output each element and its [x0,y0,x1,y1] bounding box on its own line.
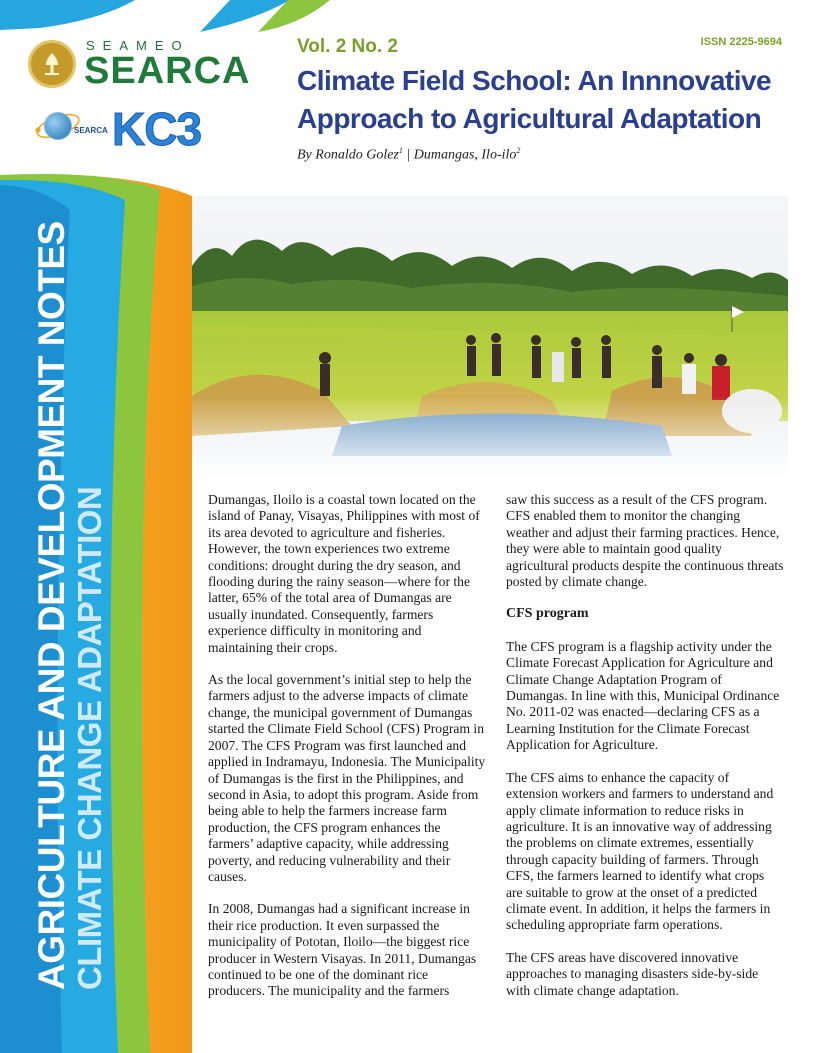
section-heading: CFS program [506,606,589,622]
kc3-logo [34,104,204,156]
volume-issue: Vol. 2 No. 2 [297,36,399,57]
issn: ISSN 2225-9694 [700,36,782,48]
page-title: Climate Field School: An Innnovative Approach to Agricultural Adaptation [297,65,772,134]
paragraph: In 2008, Dumangas had a significant increase in their rice production. It even surpassed the municipality of Pototan, Iloilo—the biggest rice producer in Western Visayas. In 2011, Dumangas continued to be one of the dominant rice producers. The municipality and the farmers [208,901,477,999]
paragraph: The CFS aims to enhance the capacity of extension workers and farmers to understand and apply climate information to reduce risks in agriculture. It is an innovative way of addressing the problems on climate extremes, essentially through capacity building of farmers. Through CFS, the farmers learned to identify what crops are suitable to grow at the onset of a predicted climate event. In addition, it helps the farmers in scheduling appropriate farm operations. [506,769,774,933]
byline [297,146,520,164]
body-column-right [506,492,784,1015]
searca-logo [28,36,251,96]
paragraph: As the local government’s initial step to help the farmers adjust to the adverse impacts of climate change, the municipal government of Dumangas started the Climate Field School (CFS) Program in 2007. The CFS Program was first launched and applied in Indramayu, Indonesia. The Municipality of Dumangas is the first in the Philippines, and second in Asia, to adopt this program. Aside from being able to help the farmers increase farm production, the CFS program enhances the farmers’ adaptive capacity, while addressing poverty, and reducing vulnerability and their causes. [208,672,486,884]
byline-sup-1: 1 [398,146,403,155]
searca-seal-icon [28,40,76,88]
paragraph: Dumangas, Iloilo is a coastal town located on the island of Panay, Visayas, Philippines with most of its area devoted to agriculture and fisheries. However, the town experiences two extreme conditions: drought during the dry season, and flooding during the rainy season—where for the latter, 65% of the total area of Dumangas are usually inundated. Consequently, farmers experience difficulty in monitoring and maintaining their crops. [208,492,480,655]
searca-label: SEARCA [84,50,251,92]
paragraph: The CFS areas have discovered innovative approaches to managing disasters side-by-side with climate change adaptation. [506,949,759,998]
kc3-label: KC3 [112,103,202,155]
byline-sup-2: 2 [516,146,521,155]
series-title [31,221,112,990]
body-column-left [208,492,486,1016]
series-line-2: CLIMATE CHANGE ADAPTATION [71,486,108,990]
byline-author: By Ronaldo Golez [297,147,399,163]
paragraph: saw this success as a result of the CFS program. CFS enabled them to monitor the changing weather and adjust their farming practices. Hence, they were able to maintain good quality agricultural products despite the continuous threats posted by climate change. [506,492,784,590]
kc3-searca-label: SEARCA [74,126,108,135]
paragraph: The CFS program is a flagship activity under the Climate Forecast Application for Agriculture and Climate Change Adaptation Program of Dumangas. In line with this, Municipal Ordinance No. 2011-02 was enacted—declaring CFS as a Learning Institution for the Climate Forecast Application for Agriculture. [506,638,780,753]
byline-location: | Dumangas, Ilo-ilo [402,147,517,163]
seameo-label: SEAMEO [86,38,190,53]
rice-field-photo [192,196,788,480]
globe-icon [44,112,72,140]
series-line-1: AGRICULTURE AND DEVELOPMENT NOTES [31,221,72,990]
